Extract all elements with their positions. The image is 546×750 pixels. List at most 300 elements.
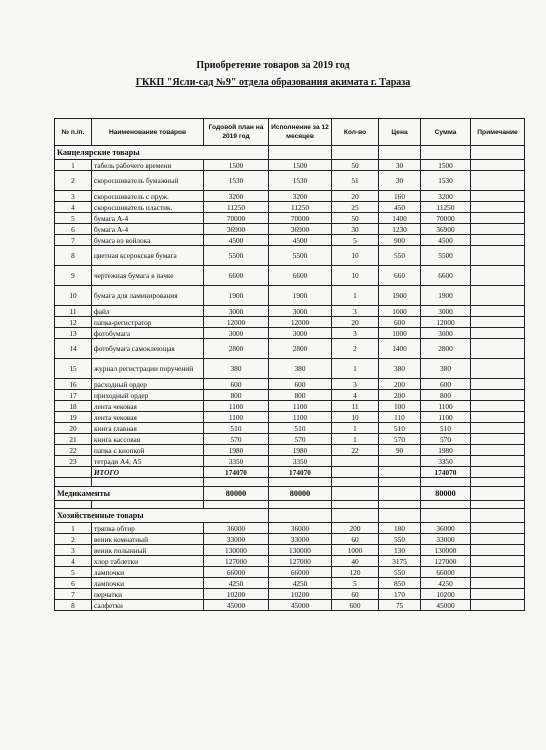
table-row bbox=[55, 445, 525, 456]
quantity-value: 10 bbox=[332, 246, 379, 266]
note-value bbox=[471, 390, 525, 401]
execution-value: 12000 bbox=[269, 317, 332, 328]
row-number: 1 bbox=[55, 523, 92, 534]
row-number: 3 bbox=[55, 545, 92, 556]
item-name: салфетки bbox=[92, 600, 204, 611]
empty-cell bbox=[471, 467, 525, 478]
empty-cell bbox=[421, 478, 471, 487]
quantity-value: 30 bbox=[332, 224, 379, 235]
empty-cell bbox=[332, 146, 379, 160]
execution-value: 3000 bbox=[269, 328, 332, 339]
quantity-value: 40 bbox=[332, 556, 379, 567]
row-number: 11 bbox=[55, 306, 92, 317]
price-value: 180 bbox=[379, 523, 421, 534]
price-value: 1400 bbox=[379, 213, 421, 224]
sum-value: 510 bbox=[421, 423, 471, 434]
item-name: приходный ордер bbox=[92, 390, 204, 401]
quantity-value: 120 bbox=[332, 567, 379, 578]
execution-value: 130000 bbox=[269, 545, 332, 556]
execution-value: 6600 bbox=[269, 266, 332, 286]
item-name: бумага А-4 bbox=[92, 213, 204, 224]
table-row bbox=[55, 202, 525, 213]
item-name: перчатки bbox=[92, 589, 204, 600]
plan-value: 10200 bbox=[204, 589, 269, 600]
row-number: 4 bbox=[55, 556, 92, 567]
empty-cell bbox=[332, 509, 379, 523]
table-row bbox=[55, 390, 525, 401]
table-row bbox=[55, 545, 525, 556]
quantity-value: 200 bbox=[332, 523, 379, 534]
plan-value: 70000 bbox=[204, 213, 269, 224]
execution-value: 510 bbox=[269, 423, 332, 434]
price-value: 380 bbox=[379, 359, 421, 379]
note-value bbox=[471, 556, 525, 567]
sum-value: 800 bbox=[421, 390, 471, 401]
note-value bbox=[471, 445, 525, 456]
note-value bbox=[471, 534, 525, 545]
plan-value: 127000 bbox=[204, 556, 269, 567]
sum-value: 3000 bbox=[421, 328, 471, 339]
quantity-value: 20 bbox=[332, 191, 379, 202]
medicine-sum: 80000 bbox=[421, 487, 471, 501]
table-row bbox=[55, 523, 525, 534]
plan-value: 130000 bbox=[204, 545, 269, 556]
empty-cell bbox=[379, 487, 421, 501]
price-value: 30 bbox=[379, 171, 421, 191]
item-name: расходный ордер bbox=[92, 379, 204, 390]
price-value: 550 bbox=[379, 534, 421, 545]
item-name: тряпка обтир bbox=[92, 523, 204, 534]
sum-value: 1500 bbox=[421, 160, 471, 171]
price-value: 30 bbox=[379, 160, 421, 171]
quantity-value: 2 bbox=[332, 339, 379, 359]
row-number: 14 bbox=[55, 339, 92, 359]
sum-value: 36900 bbox=[421, 224, 471, 235]
note-value bbox=[471, 412, 525, 423]
sum-value: 1900 bbox=[421, 286, 471, 306]
item-name: фотобумага bbox=[92, 328, 204, 339]
price-value: 550 bbox=[379, 567, 421, 578]
quantity-value: 22 bbox=[332, 445, 379, 456]
row-number: 7 bbox=[55, 235, 92, 246]
row-number: 8 bbox=[55, 246, 92, 266]
execution-value: 1530 bbox=[269, 171, 332, 191]
table-row bbox=[55, 423, 525, 434]
plan-value: 36000 bbox=[204, 523, 269, 534]
note-value bbox=[471, 456, 525, 467]
execution-value: 1900 bbox=[269, 286, 332, 306]
empty-cell bbox=[332, 487, 379, 501]
price-value: 900 bbox=[379, 235, 421, 246]
empty-cell bbox=[55, 478, 92, 487]
sum-value: 36000 bbox=[421, 523, 471, 534]
item-name: фотобумага самоклеющая bbox=[92, 339, 204, 359]
quantity-value: 25 bbox=[332, 202, 379, 213]
sum-value: 2800 bbox=[421, 339, 471, 359]
price-value: 160 bbox=[379, 191, 421, 202]
plan-value: 380 bbox=[204, 359, 269, 379]
sum-value: 12000 bbox=[421, 317, 471, 328]
empty-cell bbox=[92, 478, 204, 487]
plan-value: 1100 bbox=[204, 401, 269, 412]
execution-value: 3350 bbox=[269, 456, 332, 467]
sum-value: 10200 bbox=[421, 589, 471, 600]
quantity-value: 3 bbox=[332, 306, 379, 317]
empty-cell bbox=[204, 501, 269, 509]
execution-value: 45000 bbox=[269, 600, 332, 611]
sum-value: 4250 bbox=[421, 578, 471, 589]
price-value: 90 bbox=[379, 445, 421, 456]
plan-value: 510 bbox=[204, 423, 269, 434]
sum-value: 3000 bbox=[421, 306, 471, 317]
price-value: 510 bbox=[379, 423, 421, 434]
section-header-row bbox=[55, 146, 525, 160]
table-row bbox=[55, 224, 525, 235]
item-name: лента чековая bbox=[92, 412, 204, 423]
item-name: веник комнатный bbox=[92, 534, 204, 545]
note-value bbox=[471, 545, 525, 556]
item-name: папка-регистратор bbox=[92, 317, 204, 328]
section-title-medicine: Медикаменты bbox=[55, 487, 204, 501]
row-number: 5 bbox=[55, 213, 92, 224]
row-number: 22 bbox=[55, 445, 92, 456]
row-number: 20 bbox=[55, 423, 92, 434]
table-row bbox=[55, 534, 525, 545]
quantity-value: 5 bbox=[332, 578, 379, 589]
row-number: 1 bbox=[55, 160, 92, 171]
plan-value: 45000 bbox=[204, 600, 269, 611]
table-row bbox=[55, 306, 525, 317]
item-name: скоросшиватель с пруж. bbox=[92, 191, 204, 202]
price-value: 1000 bbox=[379, 328, 421, 339]
note-value bbox=[471, 328, 525, 339]
empty-cell bbox=[269, 146, 332, 160]
quantity-value: 3 bbox=[332, 379, 379, 390]
item-name: книга главная bbox=[92, 423, 204, 434]
table-row bbox=[55, 600, 525, 611]
execution-value: 36000 bbox=[269, 523, 332, 534]
plan-value: 6600 bbox=[204, 266, 269, 286]
quantity-value: 5 bbox=[332, 235, 379, 246]
empty-cell bbox=[269, 509, 332, 523]
quantity-value: 60 bbox=[332, 589, 379, 600]
item-name: скоросшиватель пластик. bbox=[92, 202, 204, 213]
item-name: лампочки bbox=[92, 567, 204, 578]
table-row bbox=[55, 160, 525, 171]
execution-value: 1100 bbox=[269, 412, 332, 423]
header-name: Наименование товаров bbox=[92, 119, 204, 146]
price-value: 200 bbox=[379, 390, 421, 401]
quantity-value: 600 bbox=[332, 600, 379, 611]
note-value bbox=[471, 600, 525, 611]
empty-cell bbox=[471, 146, 525, 160]
sum-value: 1100 bbox=[421, 412, 471, 423]
table-row bbox=[55, 401, 525, 412]
quantity-value: 11 bbox=[332, 401, 379, 412]
plan-value: 5500 bbox=[204, 246, 269, 266]
execution-value: 1500 bbox=[269, 160, 332, 171]
item-name: бумага из войлока bbox=[92, 235, 204, 246]
row-number: 23 bbox=[55, 456, 92, 467]
plan-value: 3000 bbox=[204, 306, 269, 317]
empty-cell bbox=[379, 146, 421, 160]
note-value bbox=[471, 306, 525, 317]
table-row bbox=[55, 379, 525, 390]
quantity-value: 10 bbox=[332, 266, 379, 286]
price-value: 170 bbox=[379, 589, 421, 600]
note-value bbox=[471, 401, 525, 412]
execution-value: 3200 bbox=[269, 191, 332, 202]
section-title-household: Хозяйственные товары bbox=[55, 509, 269, 523]
item-name: бумага А-4 bbox=[92, 224, 204, 235]
medicine-execution: 80000 bbox=[269, 487, 332, 501]
row-number: 16 bbox=[55, 379, 92, 390]
quantity-value: 50 bbox=[332, 213, 379, 224]
row-number: 8 bbox=[55, 600, 92, 611]
plan-value: 3350 bbox=[204, 456, 269, 467]
execution-value: 66000 bbox=[269, 567, 332, 578]
price-value: 600 bbox=[379, 317, 421, 328]
sum-value: 127000 bbox=[421, 556, 471, 567]
table-row bbox=[55, 246, 525, 266]
execution-value: 2800 bbox=[269, 339, 332, 359]
table-row bbox=[55, 171, 525, 191]
table-row bbox=[55, 359, 525, 379]
execution-value: 570 bbox=[269, 434, 332, 445]
row-number: 4 bbox=[55, 202, 92, 213]
quantity-value: 1 bbox=[332, 423, 379, 434]
empty-cell bbox=[269, 501, 332, 509]
price-value: 1230 bbox=[379, 224, 421, 235]
quantity-value: 3 bbox=[332, 328, 379, 339]
row-number: 6 bbox=[55, 224, 92, 235]
empty-cell bbox=[471, 487, 525, 501]
price-value: 200 bbox=[379, 379, 421, 390]
header-number: № п./п. bbox=[55, 119, 92, 146]
plan-value: 66000 bbox=[204, 567, 269, 578]
row-number: 7 bbox=[55, 589, 92, 600]
quantity-value: 51 bbox=[332, 171, 379, 191]
table-row bbox=[55, 578, 525, 589]
blank-row bbox=[55, 501, 525, 509]
total-row bbox=[55, 467, 525, 478]
total-execution: 174070 bbox=[269, 467, 332, 478]
table-row bbox=[55, 317, 525, 328]
price-value: 1900 bbox=[379, 286, 421, 306]
header-sum: Сумма bbox=[421, 119, 471, 146]
row-number: 18 bbox=[55, 401, 92, 412]
price-value: 1400 bbox=[379, 339, 421, 359]
item-name: хлор таблетки bbox=[92, 556, 204, 567]
table-body bbox=[55, 146, 525, 611]
sum-value: 380 bbox=[421, 359, 471, 379]
plan-value: 2800 bbox=[204, 339, 269, 359]
sum-value: 6600 bbox=[421, 266, 471, 286]
execution-value: 3000 bbox=[269, 306, 332, 317]
sum-value: 570 bbox=[421, 434, 471, 445]
item-name: скоросшиватель бумажный bbox=[92, 171, 204, 191]
note-value bbox=[471, 246, 525, 266]
item-name: табель рабочего времени bbox=[92, 160, 204, 171]
header-execution: Исполнение за 12 месяцев bbox=[269, 119, 332, 146]
row-number: 6 bbox=[55, 578, 92, 589]
quantity-value: 4 bbox=[332, 390, 379, 401]
note-value bbox=[471, 266, 525, 286]
plan-value: 33000 bbox=[204, 534, 269, 545]
plan-value: 1530 bbox=[204, 171, 269, 191]
execution-value: 36900 bbox=[269, 224, 332, 235]
table-row bbox=[55, 412, 525, 423]
table-row bbox=[55, 567, 525, 578]
execution-value: 33000 bbox=[269, 534, 332, 545]
note-value bbox=[471, 379, 525, 390]
table-row bbox=[55, 328, 525, 339]
section-header-row bbox=[55, 509, 525, 523]
row-number: 15 bbox=[55, 359, 92, 379]
execution-value: 4250 bbox=[269, 578, 332, 589]
plan-value: 3000 bbox=[204, 328, 269, 339]
plan-value: 600 bbox=[204, 379, 269, 390]
plan-value: 570 bbox=[204, 434, 269, 445]
quantity-value bbox=[332, 456, 379, 467]
header-quantity: Кол-во bbox=[332, 119, 379, 146]
plan-value: 1500 bbox=[204, 160, 269, 171]
quantity-value: 60 bbox=[332, 534, 379, 545]
empty-cell bbox=[332, 478, 379, 487]
sum-value: 1100 bbox=[421, 401, 471, 412]
item-name: журнал регистрации поручений bbox=[92, 359, 204, 379]
empty-cell bbox=[471, 509, 525, 523]
quantity-value: 1 bbox=[332, 359, 379, 379]
row-number: 12 bbox=[55, 317, 92, 328]
note-value bbox=[471, 578, 525, 589]
item-name: лампочки bbox=[92, 578, 204, 589]
empty-cell bbox=[92, 501, 204, 509]
row-number: 13 bbox=[55, 328, 92, 339]
empty-cell bbox=[379, 509, 421, 523]
table-row bbox=[55, 434, 525, 445]
note-value bbox=[471, 202, 525, 213]
plan-value: 800 bbox=[204, 390, 269, 401]
row-number: 2 bbox=[55, 534, 92, 545]
price-value: 450 bbox=[379, 202, 421, 213]
execution-value: 1980 bbox=[269, 445, 332, 456]
price-value: 3175 bbox=[379, 556, 421, 567]
table-row bbox=[55, 556, 525, 567]
plan-value: 12000 bbox=[204, 317, 269, 328]
medicine-plan: 80000 bbox=[204, 487, 269, 501]
sum-value: 33000 bbox=[421, 534, 471, 545]
sum-value: 5500 bbox=[421, 246, 471, 266]
note-value bbox=[471, 213, 525, 224]
execution-value: 11250 bbox=[269, 202, 332, 213]
sum-value: 4500 bbox=[421, 235, 471, 246]
section-title-stationery: Канцелярские товары bbox=[55, 146, 269, 160]
plan-value: 1900 bbox=[204, 286, 269, 306]
price-value: 130 bbox=[379, 545, 421, 556]
item-name: бумага для ламинирования bbox=[92, 286, 204, 306]
row-number: 5 bbox=[55, 567, 92, 578]
empty-cell bbox=[332, 467, 379, 478]
empty-cell bbox=[55, 467, 92, 478]
item-name: папка с кнопкой bbox=[92, 445, 204, 456]
organization-subtitle: ГККП "Ясли-сад №9" отдела образования акимата г. Тараза bbox=[135, 77, 411, 88]
table-row bbox=[55, 589, 525, 600]
note-value bbox=[471, 317, 525, 328]
quantity-value: 1000 bbox=[332, 545, 379, 556]
price-value: 850 bbox=[379, 578, 421, 589]
empty-cell bbox=[421, 501, 471, 509]
price-value: 570 bbox=[379, 434, 421, 445]
blank-row bbox=[55, 478, 525, 487]
table-row bbox=[55, 339, 525, 359]
header-plan: Годовой план на 2019 год bbox=[204, 119, 269, 146]
execution-value: 800 bbox=[269, 390, 332, 401]
execution-value: 4500 bbox=[269, 235, 332, 246]
note-value bbox=[471, 160, 525, 171]
total-plan: 174070 bbox=[204, 467, 269, 478]
plan-value: 11250 bbox=[204, 202, 269, 213]
plan-value: 1980 bbox=[204, 445, 269, 456]
note-value bbox=[471, 359, 525, 379]
execution-value: 380 bbox=[269, 359, 332, 379]
sum-value: 600 bbox=[421, 379, 471, 390]
empty-cell bbox=[379, 467, 421, 478]
empty-cell bbox=[379, 501, 421, 509]
sum-value: 45000 bbox=[421, 600, 471, 611]
note-value bbox=[471, 171, 525, 191]
sum-value: 70000 bbox=[421, 213, 471, 224]
execution-value: 5500 bbox=[269, 246, 332, 266]
note-value bbox=[471, 567, 525, 578]
table-row bbox=[55, 213, 525, 224]
table-header-row bbox=[55, 119, 525, 146]
empty-cell bbox=[204, 478, 269, 487]
table-row bbox=[55, 456, 525, 467]
row-number: 9 bbox=[55, 266, 92, 286]
quantity-value: 20 bbox=[332, 317, 379, 328]
note-value bbox=[471, 434, 525, 445]
empty-cell bbox=[421, 146, 471, 160]
sum-value: 3350 bbox=[421, 456, 471, 467]
sum-value: 1530 bbox=[421, 171, 471, 191]
row-number: 19 bbox=[55, 412, 92, 423]
header-note: Примечание bbox=[471, 119, 525, 146]
row-number: 10 bbox=[55, 286, 92, 306]
header-price: Цена bbox=[379, 119, 421, 146]
table-row bbox=[55, 235, 525, 246]
item-name: лента чековая bbox=[92, 401, 204, 412]
sum-value: 1980 bbox=[421, 445, 471, 456]
note-value bbox=[471, 423, 525, 434]
purchases-table bbox=[54, 118, 525, 611]
plan-value: 36900 bbox=[204, 224, 269, 235]
note-value bbox=[471, 224, 525, 235]
execution-value: 127000 bbox=[269, 556, 332, 567]
row-number: 17 bbox=[55, 390, 92, 401]
quantity-value: 10 bbox=[332, 412, 379, 423]
total-sum: 174070 bbox=[421, 467, 471, 478]
price-value: 550 bbox=[379, 246, 421, 266]
empty-cell bbox=[332, 501, 379, 509]
sum-value: 11250 bbox=[421, 202, 471, 213]
price-value bbox=[379, 456, 421, 467]
empty-cell bbox=[55, 501, 92, 509]
row-number: 3 bbox=[55, 191, 92, 202]
execution-value: 600 bbox=[269, 379, 332, 390]
empty-cell bbox=[269, 478, 332, 487]
item-name: книга кассовая bbox=[92, 434, 204, 445]
